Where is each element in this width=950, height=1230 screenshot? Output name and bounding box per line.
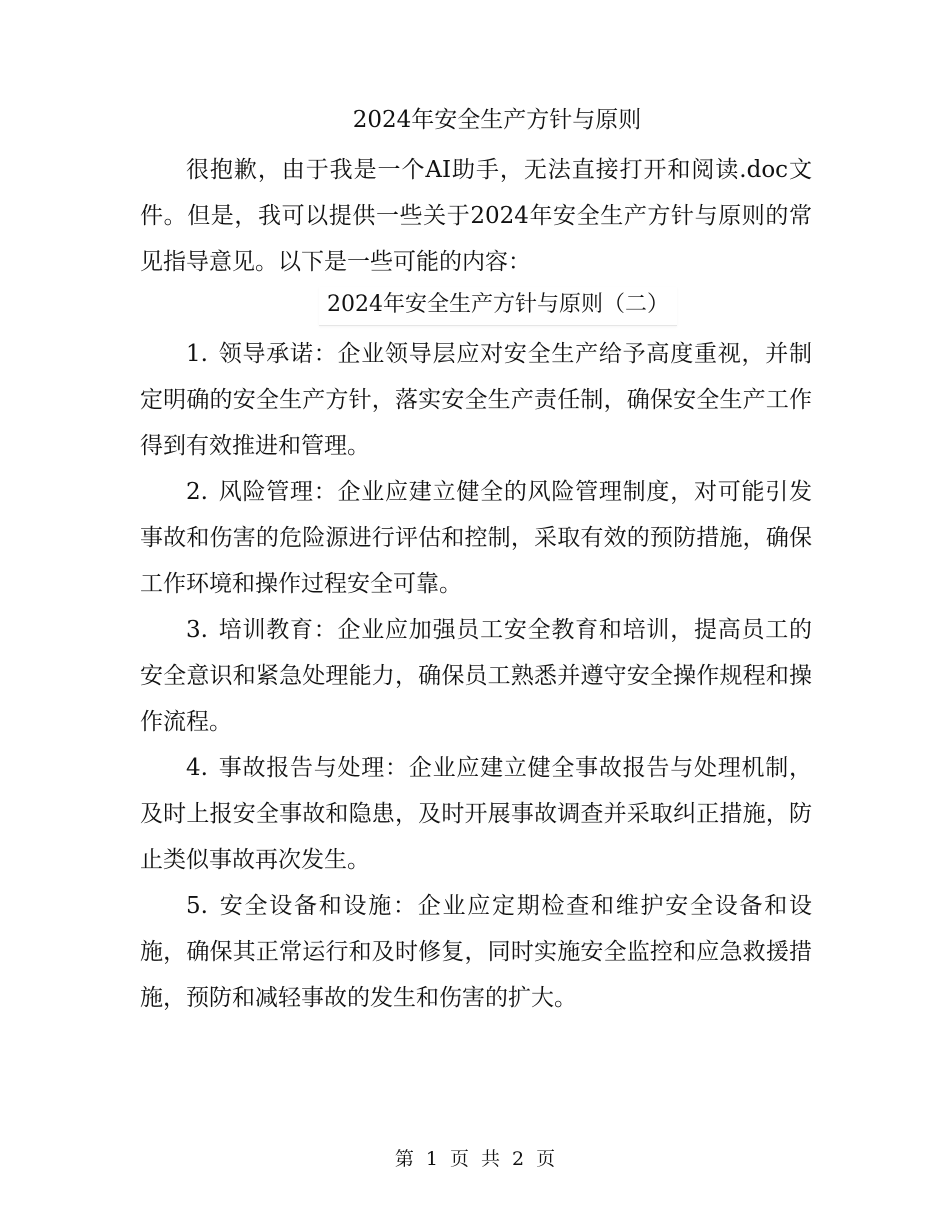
list-item-text: 培训教育：企业应加强员工安全教育和培训，提高员工的安全意识和紧急处理能力，确保员工熟悉并遵守安全操作规程和操作流程。: [140, 617, 812, 735]
document-title: 2024年安全生产方针与原则: [352, 107, 642, 133]
list-item: [140, 331, 812, 469]
page-number-footer: 第 1 页 共 2 页: [394, 1148, 556, 1170]
list-item-number: 3.: [186, 617, 208, 643]
list-item-number: 4.: [186, 755, 208, 781]
list-item-number: 5.: [186, 893, 208, 919]
intro-paragraph: 很抱歉，由于我是一个AI助手，无法直接打开和阅读.doc文件。但是，我可以提供一些关于2024年安全生产方针与原则的常见指导意见。以下是一些可能的内容：: [140, 157, 812, 275]
list-item: [140, 469, 812, 607]
section-subtitle: 2024年安全生产方针与原则（二）: [319, 287, 677, 326]
list-item: [140, 883, 812, 1021]
list-item-number: 2.: [186, 479, 208, 505]
list-item-number: 1.: [186, 341, 208, 367]
list-item-text: 事故报告与处理：企业应建立健全事故报告与处理机制，及时上报安全事故和隐患，及时开展事故调查并采取纠正措施，防止类似事故再次发生。: [140, 755, 812, 873]
list-item: [140, 745, 812, 883]
list-item-text: 风险管理：企业应建立健全的风险管理制度，对可能引发事故和伤害的危险源进行评估和控制，采取有效的预防措施，确保工作环境和操作过程安全可靠。: [140, 479, 812, 597]
list-item: [140, 607, 812, 745]
list-item-text: 安全设备和设施：企业应定期检查和维护安全设备和设施，确保其正常运行和及时修复，同时实施安全监控和应急救援措施，预防和减轻事故的发生和伤害的扩大。: [140, 893, 812, 1011]
list-item-text: 领导承诺：企业领导层应对安全生产给予高度重视，并制定明确的安全生产方针，落实安全生产责任制，确保安全生产工作得到有效推进和管理。: [140, 341, 812, 459]
